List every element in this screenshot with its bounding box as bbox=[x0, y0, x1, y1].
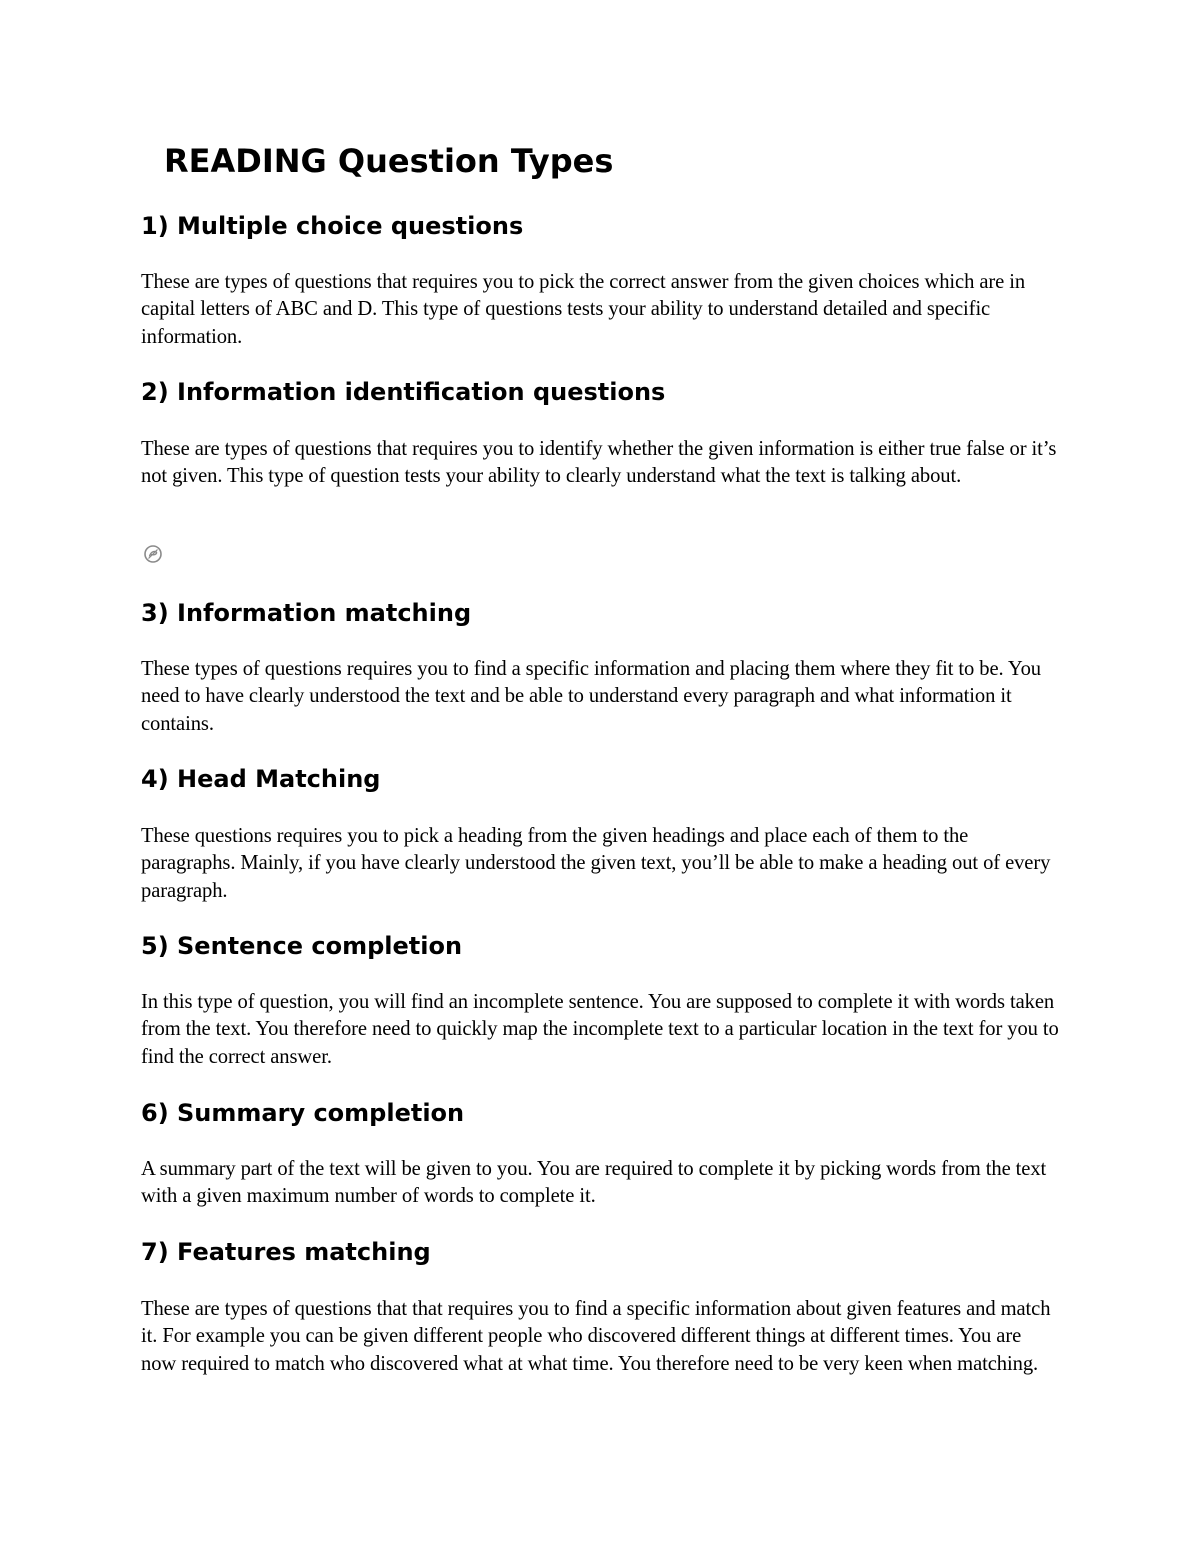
section-body-information-identification: These are types of questions that requires you to identify whether the given information is either true false or it’s not given. This type of question tests your ability to clearly understand what the text is talking about. bbox=[141, 438, 1057, 488]
section-body-sentence-completion: In this type of question, you will find an incomplete sentence. You are supposed to complete it with words taken from the text. You therefore need to quickly map the incomplete text to a particular location in the text for you to find the correct answer. bbox=[141, 991, 1059, 1068]
section-body-multiple-choice: These are types of questions that requires you to pick the correct answer from the given choices which are in capital letters of ABC and D. This type of questions tests your ability to understand detailed and specific information. bbox=[141, 271, 1026, 348]
section-heading-sentence-completion: 5) Sentence completion bbox=[141, 932, 463, 960]
section-heading-information-matching: 3) Information matching bbox=[141, 599, 472, 627]
section-heading-multiple-choice: 1) Multiple choice questions bbox=[141, 212, 524, 240]
section-heading-features-matching: 7) Features matching bbox=[141, 1238, 431, 1266]
section-body-head-matching: These questions requires you to pick a heading from the given headings and place each of them to the paragraphs. Mainly, if you have clearly understood the given text, you’ll be able to make a heading out of every paragraph. bbox=[141, 825, 1051, 902]
section-body-information-matching: These types of questions requires you to find a specific information and placing them where they fit to be. You need to have clearly understood the text and be able to understand every paragraph and what information it contains. bbox=[141, 658, 1041, 735]
broken-image-icon bbox=[143, 544, 163, 564]
section-body-features-matching: These are types of questions that that requires you to find a specific information about given features and match it. For example you can be given different people who discovered different things at different times. You are now required to match who discovered what at what time. You therefore need to be very keen when matching. bbox=[141, 1298, 1051, 1375]
section-heading-information-identification: 2) Information identification questions bbox=[141, 378, 666, 406]
section-heading-head-matching: 4) Head Matching bbox=[141, 765, 381, 793]
page-title: READING Question Types bbox=[164, 142, 614, 180]
section-body-summary-completion: A summary part of the text will be given to you. You are required to complete it by picking words from the text with a given maximum number of words to complete it. bbox=[141, 1158, 1047, 1208]
section-heading-summary-completion: 6) Summary completion bbox=[141, 1099, 465, 1127]
